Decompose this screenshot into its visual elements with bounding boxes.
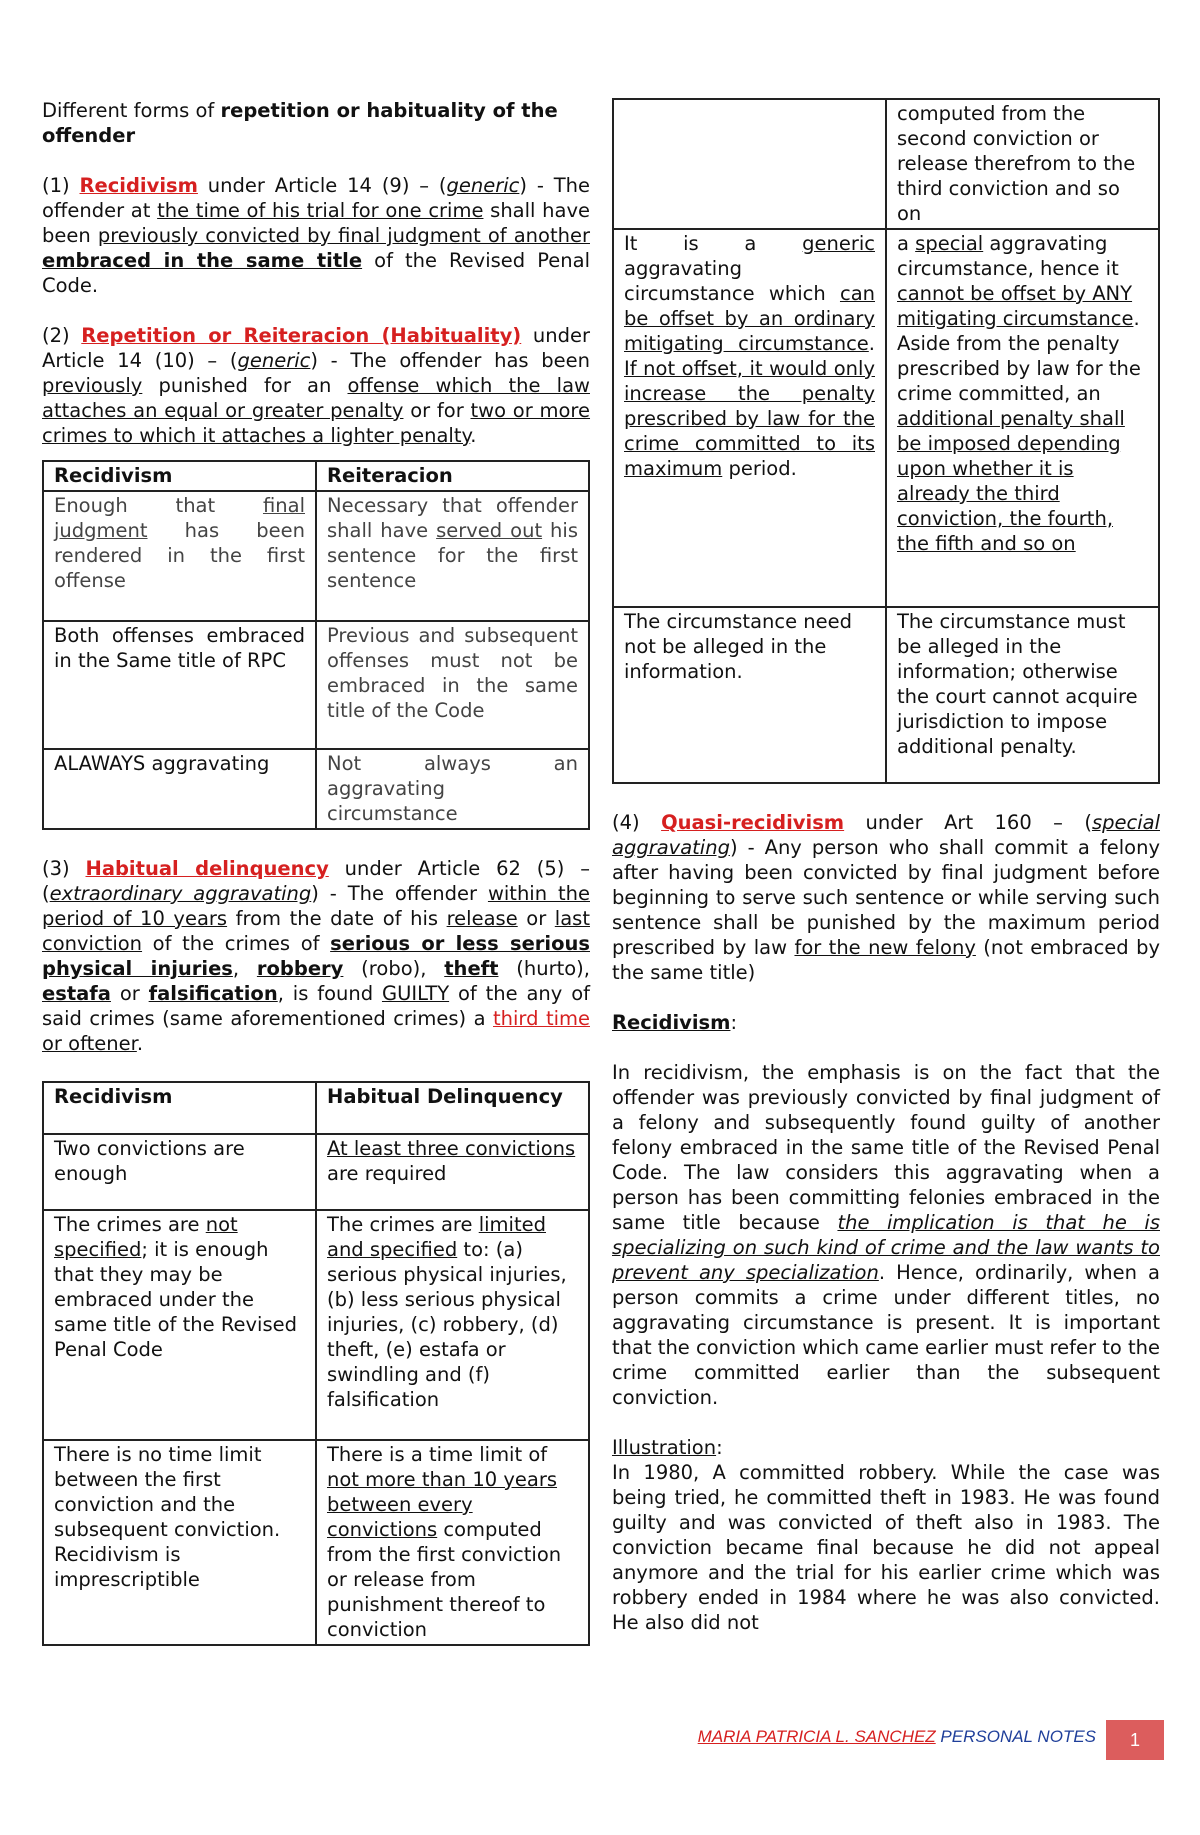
table-cell: Not always an aggravating circumstance (316, 749, 589, 829)
cell-text: Enough that (54, 494, 263, 517)
item-number: (4) (612, 811, 662, 834)
table-row (43, 1440, 589, 1645)
item-text: of the crimes of (142, 932, 331, 955)
cell-underlined: can be offset by an ordinary mitigating circumstance (624, 282, 875, 355)
term-reiteracion: Repetition or Reiteracion (Habituality) (81, 324, 522, 347)
cell-text: period. (722, 457, 797, 480)
table-cell: The circumstance must be alleged in the information; otherwise the court cannot acquire jurisdiction to impose additional penalty. (886, 607, 1159, 783)
section-paragraph (612, 1060, 1160, 1410)
cell-underlined: generic (802, 232, 875, 255)
item-text: . (136, 1032, 144, 1055)
table-recidivism-vs-habitual (42, 1081, 590, 1646)
table-row (613, 607, 1159, 783)
cell-underlined: cannot be offset by ANY mitigating circumstance (897, 282, 1134, 330)
item-reiteracion (42, 323, 590, 448)
table-cell: Both offenses embraced in the Same title of RPC (43, 621, 316, 749)
item-text: shall have been (42, 199, 591, 247)
table-cell (316, 1134, 589, 1210)
footer-suffix: PERSONAL NOTES (935, 1727, 1096, 1746)
table-header-row (43, 1082, 589, 1134)
crime-name: serious or less serious physical injuries (42, 932, 590, 980)
illustration-colon: : (716, 1436, 723, 1459)
crime-name: estafa (42, 982, 111, 1005)
item-text: , (232, 957, 257, 980)
illustration-label (612, 1435, 1160, 1460)
table-row (43, 749, 589, 829)
cell-text: computed from the first conviction or release from punishment thereof to conviction (327, 1518, 562, 1641)
item-underlined: previously convicted by final judgment of another (97, 224, 590, 247)
intro-prefix: Different forms of (42, 99, 221, 122)
left-column (42, 98, 590, 1646)
item-red-text: third time (493, 1007, 590, 1030)
item-text: (robo), (343, 957, 445, 980)
item-text: or (110, 982, 149, 1005)
cell-text: to: (a) serious physical injuries, (b) less serious physical injuries, (c) robbery, (d) theft, (e) estafa or swindling and (f) falsification (327, 1238, 567, 1411)
item-text: . (470, 424, 477, 447)
table-header: Recidivism (43, 461, 316, 491)
item-text: under Article 14 (10) – ( (42, 324, 590, 372)
item-underlined: GUILTY (381, 982, 450, 1005)
table-cell (316, 1440, 589, 1645)
table-header: Habitual Delinquency (316, 1082, 589, 1134)
table-cell: Two convictions are enough (43, 1134, 316, 1210)
table-cell (613, 99, 886, 229)
paragraph-text: In recidivism, the emphasis is on the fact that the offender was previously convicted by final judgment of a felony and subsequently found guilty of another felony embraced in the same title of the Revised Penal Code. The law considers this aggravating when a person has been committing felonies embraced in the same title because (612, 1061, 1160, 1234)
term-recidivism: Recidivism (79, 174, 198, 197)
item-text: punished for an (142, 374, 348, 397)
item-text: ) - Any person who shall commit a felony after having been convicted by final judgment before beginning to serve such sentence or while serving such sentence shall be punished by the maximum period prescribed by law (612, 836, 1160, 959)
cell-text: has been rendered in the first offense (54, 519, 305, 592)
item-underlined: the time of his trial for one crime (157, 199, 484, 222)
item-type: generic (446, 174, 520, 197)
table-cell: computed from the second conviction or release therefrom to the third conviction and so on (886, 99, 1159, 229)
item-text: under Art 160 – ( (844, 811, 1092, 834)
table-cell (43, 491, 316, 621)
table-row (43, 1134, 589, 1210)
item-text: of the Revised Penal Code. (42, 249, 591, 297)
table-row (613, 99, 1159, 229)
item-underlined: release (446, 907, 518, 930)
table-cell: Previous and subsequent offenses must not be embraced in the same title of the Code (316, 621, 589, 749)
section-colon: : (730, 1011, 738, 1034)
table-cell: There is no time limit between the first conviction and the subsequent conviction. Recidivism is imprescriptible (43, 1440, 316, 1645)
item-text: (hurto), (498, 957, 590, 980)
item-text: ) - The offender (311, 882, 488, 905)
cell-text: There is a time limit of (327, 1443, 548, 1466)
paragraph-emphasis: the implication is that he is specializing on such kind of crime and the law wants to prevent any specialization (612, 1211, 1160, 1284)
item-text: under Article 14 (9) – ( (197, 174, 447, 197)
cell-text: ; it is enough that they may be embraced under the same title of the Revised Penal Code (54, 1238, 297, 1361)
table-header: Reiteracion (316, 461, 589, 491)
item-underlined: within the period of 10 years (42, 882, 590, 930)
table-recidivism-vs-reiteracion (42, 460, 590, 830)
cell-text: are required (327, 1162, 447, 1185)
table-cell: ALAWAYS aggravating (43, 749, 316, 829)
page-footer (0, 1720, 1200, 1750)
cell-underlined: served out (436, 519, 543, 542)
item-underlined: last conviction (42, 907, 590, 955)
item-underlined: two or more crimes to which it attaches a lighter penalty (42, 399, 591, 447)
crime-name: falsification (148, 982, 278, 1005)
table-cell: The circumstance need not be alleged in the information. (613, 607, 886, 783)
intro-paragraph (42, 98, 590, 148)
table-cell (43, 1210, 316, 1440)
section-heading (612, 1010, 1160, 1035)
cell-text: . Aside from the penalty prescribed by law for the crime committed, an (897, 307, 1141, 405)
item-habitual-delinquency (42, 856, 590, 1056)
author-name: MARIA PATRICIA L. SANCHEZ (697, 1727, 936, 1746)
table-row (43, 1210, 589, 1440)
table-row (613, 229, 1159, 607)
table-row (43, 491, 589, 621)
cell-text: aggravating circumstance, hence it (897, 232, 1119, 280)
item-text: or (517, 907, 555, 930)
illustration-text: In 1980, A committed robbery. While the case was being tried, he committed theft in 1983. He was found guilty and was convicted of theft also in 1983. The conviction became final because he did not appeal anymore and the trial for his earlier crime which was robbery ended in 1984 where he was also convicted. He also did not (612, 1461, 1160, 1634)
item-number: (1) (42, 174, 80, 197)
cell-underlined: not specified (54, 1213, 238, 1261)
cell-text: The crimes are (327, 1213, 479, 1236)
item-number: (2) (42, 324, 82, 347)
right-column (612, 98, 1160, 1635)
item-type: special aggravating (612, 811, 1160, 859)
item-text: under Article 62 (5) – ( (42, 857, 590, 905)
cell-text: It is a (624, 232, 803, 255)
intro-bold: repetition or habituality of the offender (42, 99, 558, 147)
item-text: , is found (277, 982, 382, 1005)
cell-text: Necessary that offender shall have (327, 494, 578, 542)
page-number: 1 (1106, 1720, 1164, 1760)
table-cell (316, 491, 589, 621)
item-underlined: offense which the law attaches an equal or greater penalty (42, 374, 590, 422)
item-emphasis: embraced in the same title (42, 249, 363, 272)
table-cell (886, 229, 1159, 607)
item-text: (not embraced by the same title) (612, 936, 1160, 984)
table-recidivism-vs-habitual-continued (612, 98, 1160, 784)
cell-underlined: limited and specified (327, 1213, 546, 1261)
item-quasi-recidivism (612, 810, 1160, 985)
term-quasi-recidivism: Quasi-recidivism (661, 811, 845, 834)
crime-name: robbery (256, 957, 344, 980)
paragraph-text: . Hence, ordinarily, when a person commits a crime under different titles, no aggravating circumstance is present. It is important that the conviction which came earlier must refer to the crime committed earlier than the subsequent conviction. (612, 1261, 1160, 1409)
item-text: from the date of his (227, 907, 447, 930)
item-number: (3) (42, 857, 86, 880)
cell-text: aggravating circumstance which (624, 257, 840, 305)
item-text: of the any of said crimes (same aforementioned crimes) a (42, 982, 590, 1030)
illustration-title: Illustration (612, 1436, 717, 1459)
table-header: Recidivism (43, 1082, 316, 1134)
cell-text: a (897, 232, 916, 255)
section-title: Recidivism (612, 1011, 731, 1034)
item-underlined: for the new felony (794, 936, 976, 959)
term-habitual-delinquency: Habitual delinquency (85, 857, 329, 880)
cell-underlined: special (915, 232, 984, 255)
cell-underlined: At least three convictions (327, 1137, 576, 1160)
cell-text: . (868, 332, 875, 355)
item-type: generic (237, 349, 311, 372)
item-text: or for (403, 399, 471, 422)
cell-text: his sentence for the first sentence (327, 519, 578, 592)
cell-underlined: additional penalty shall be imposed depending upon whether it is already the third conviction, the fourth, the fifth and so on (897, 407, 1125, 555)
cell-underlined: final judgment (54, 494, 305, 542)
item-text: ) - The offender has been (310, 349, 590, 372)
item-text: ) - The offender at (42, 174, 591, 222)
item-type: extraordinary aggravating (49, 882, 312, 905)
item-underlined: previously (42, 374, 143, 397)
cell-text: The crimes are (54, 1213, 206, 1236)
item-recidivism (42, 173, 590, 298)
item-underlined: or oftener (42, 1032, 137, 1055)
footer-author (698, 1724, 1096, 1749)
table-row (43, 621, 589, 749)
table-cell (316, 1210, 589, 1440)
crime-name: theft (444, 957, 499, 980)
cell-underlined: not more than 10 years between every convictions (327, 1468, 558, 1541)
cell-underlined: If not offset, it would only increase the penalty prescribed by law for the crime committed to its maximum (624, 357, 875, 480)
table-header-row (43, 461, 589, 491)
table-cell (613, 229, 886, 607)
